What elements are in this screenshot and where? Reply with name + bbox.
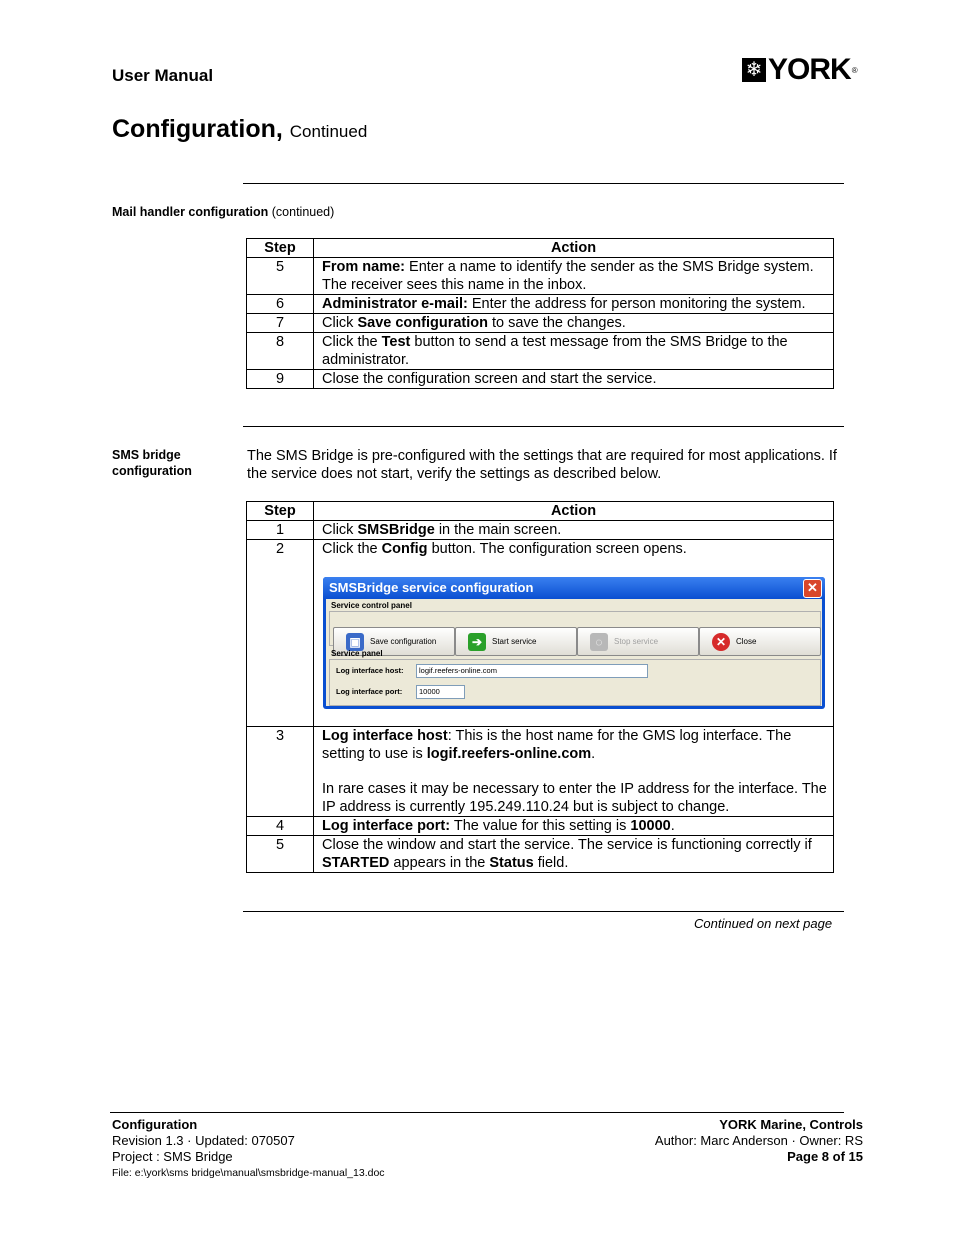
table-row (247, 295, 834, 314)
continued-note: Continued on next page (694, 916, 833, 931)
snowflake-icon: ❄ (742, 58, 766, 82)
service-panel-label: Service panel (331, 649, 383, 658)
divider (243, 911, 844, 912)
service-control-panel-label: Service control panel (331, 601, 412, 610)
divider (243, 426, 844, 427)
log-host-input[interactable]: logif.reefers-online.com (416, 664, 648, 678)
log-port-input[interactable]: 10000 (416, 685, 465, 699)
title-continued: Continued (289, 122, 368, 141)
registered-mark: ® (851, 65, 858, 75)
table-row (247, 370, 834, 389)
footer-company: YORK Marine, Controls (719, 1117, 863, 1132)
mail-steps-table (246, 238, 834, 389)
step-number: 6 (247, 295, 314, 314)
step-action: Click SMSBridge in the main screen. (314, 521, 834, 540)
york-logo (742, 55, 858, 85)
dialog-close-icon[interactable]: ✕ (803, 579, 822, 598)
logo-text: YORK (768, 53, 851, 86)
save-configuration-button[interactable]: ▣ Save configuration (333, 627, 455, 656)
footer-section: Configuration (112, 1117, 198, 1132)
table-row (247, 836, 834, 873)
step-action: Administrator e-mail: Enter the address for person monitoring the system. (314, 295, 834, 314)
footer-page: Page 8 of 15 (787, 1149, 863, 1164)
title-main: Configuration, (112, 115, 283, 143)
step-number: 5 (247, 258, 314, 295)
footer-right (655, 1117, 863, 1165)
action-column-header: Action (314, 239, 834, 258)
stop-icon: ◌ (590, 633, 608, 651)
log-host-label: Log interface host: (336, 666, 404, 675)
log-port-label: Log interface port: (336, 687, 403, 696)
table-header-row (247, 239, 834, 258)
page-title (112, 115, 367, 144)
step-number: 3 (247, 727, 314, 817)
close-button[interactable]: ✕ Close (699, 627, 821, 656)
step-number: 9 (247, 370, 314, 389)
table-header-row (247, 502, 834, 521)
step-number: 8 (247, 333, 314, 370)
dialog-title: SMSBridge service configuration (329, 580, 534, 595)
step-number: 1 (247, 521, 314, 540)
table-row (247, 817, 834, 836)
step-column-header: Step (247, 239, 314, 258)
step-action: Click the Config button. The configuration screen opens. (314, 540, 834, 727)
footer-left (112, 1117, 385, 1181)
step-action: Log interface host: This is the host name for the GMS log interface. The setting to use is logif.reefers-online.com. In rare cases it may be necessary to enter the IP address for the interface. The IP address is currently 195.249.110.24 but is subject to change. (314, 727, 834, 817)
sms-section-label: SMS bridge configuration (112, 448, 192, 478)
step-action: From name: Enter a name to identify the sender as the SMS Bridge system. The receiver sees this name in the inbox. (314, 258, 834, 295)
step-number: 5 (247, 836, 314, 873)
step-action: Close the window and start the service. The service is functioning correctly if STARTED appears in the Status field. (314, 836, 834, 873)
table-row (247, 727, 834, 817)
step-action: Log interface port: The value for this setting is 10000. (314, 817, 834, 836)
action-column-header: Action (314, 502, 834, 521)
step-action: Close the configuration screen and start the service. (314, 370, 834, 389)
step-action: Click the Test button to send a test message from the SMS Bridge to the administrator. (314, 333, 834, 370)
mail-section-label: Mail handler configuration (continued) (112, 205, 335, 219)
footer-file: File: e:\york\sms bridge\manual\smsbridge-manual_13.doc (112, 1167, 385, 1179)
footer-project: Project : SMS Bridge (112, 1149, 233, 1164)
step-number: 2 (247, 540, 314, 727)
sms-intro-text: The SMS Bridge is pre-configured with the settings that are required for most applications. If the service does not start, verify the settings as described below. (247, 448, 837, 482)
disk-icon: ▣ (346, 633, 364, 651)
table-row (247, 333, 834, 370)
dialog-body (326, 599, 822, 706)
step-action: Click Save configuration to save the changes. (314, 314, 834, 333)
table-row (247, 521, 834, 540)
footer-author: Author: Marc Anderson · Owner: RS (654, 1133, 863, 1148)
arrow-right-icon: ➔ (468, 633, 486, 651)
footer-divider (110, 1112, 844, 1113)
step-column-header: Step (247, 502, 314, 521)
service-control-panel (329, 611, 821, 649)
table-row (247, 314, 834, 333)
config-dialog-screenshot (323, 577, 825, 709)
service-panel (329, 659, 821, 706)
table-row (247, 258, 834, 295)
divider (243, 183, 844, 184)
start-service-button[interactable]: ➔ Start service (455, 627, 577, 656)
footer-revision: Revision 1.3 · Updated: 070507 (112, 1133, 295, 1148)
dialog-titlebar (323, 577, 825, 599)
step-number: 4 (247, 817, 314, 836)
stop-service-button[interactable]: ◌ Stop service (577, 627, 699, 656)
document-type: User Manual (112, 66, 214, 85)
close-icon: ✕ (712, 633, 730, 651)
step-number: 7 (247, 314, 314, 333)
